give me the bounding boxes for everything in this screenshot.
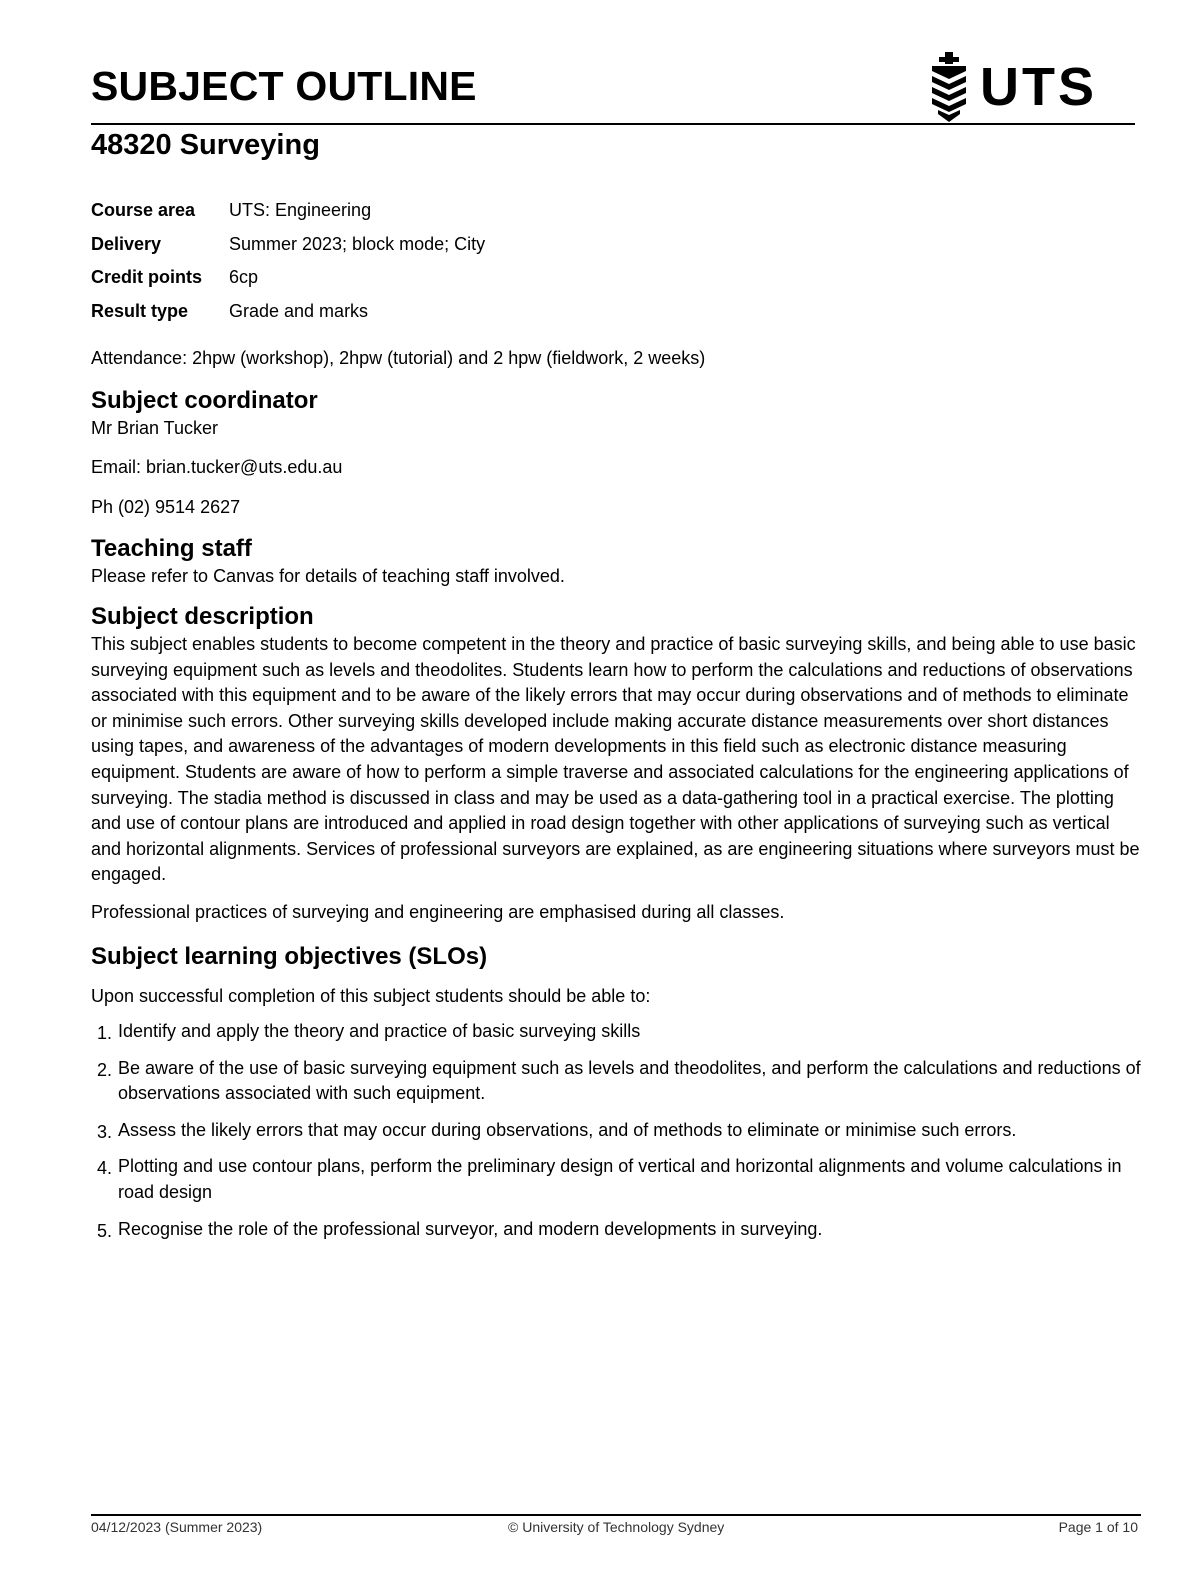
meta-value: Grade and marks (229, 300, 369, 321)
footer-divider (91, 1514, 1141, 1516)
description-paragraph: This subject enables students to become competent in the theory and practice of basic surveying skills, and being able to use basic surveying equipment such as levels and theodolites. Students learn how to perform the calculations and reductions of observations associated with this equipment and to be aware of the likely errors that may occur during observations and of methods to eliminate or minimise such errors. Other surveying skills developed include making accurate distance measurements over short distances using tapes, and awareness of the advantages of modern developments in this field such as electronic distance measuring equipment. Students are aware of how to perform a simple traverse and associated calculations for the engineering applications of surveying. The stadia method is discussed in class and may be used as a data-gathering tool in a practical exercise. The plotting and use of contour plans are introduced and applied in road design together with other applications of surveying such as vertical and horizontal alignments. Services of professional surveyors are explained, as are engineering situations where surveyors must be engaged. (91, 633, 1140, 885)
main-content (91, 346, 1141, 1253)
meta-row (91, 228, 485, 262)
slos-list (91, 1019, 1141, 1242)
coordinator-name: Mr Brian Tucker (91, 417, 219, 438)
footer-copyright: © University of Technology Sydney (508, 1519, 725, 1535)
meta-row (91, 261, 485, 295)
teaching-staff-text: Please refer to Canvas for details of teaching staff involved. (91, 566, 565, 587)
list-item (91, 1217, 1141, 1243)
meta-label: Result type (91, 300, 189, 321)
subject-title: 48320 Surveying (91, 129, 320, 161)
list-number: 5. (97, 1220, 113, 1241)
footer-date: 04/12/2023 (Summer 2023) (91, 1519, 263, 1535)
list-item (91, 1118, 1141, 1144)
list-item-text: Assess the likely errors that may occur during observations, and of methods to eliminate or minimise such errors. (118, 1119, 1017, 1140)
list-item-text: Plotting and use contour plans, perform the preliminary design of vertical and horizontal alignments and volume calculations in road design (118, 1156, 1122, 1203)
footer-page-number: Page 1 of 10 (1058, 1519, 1138, 1535)
meta-label: Credit points (91, 267, 202, 288)
header-divider (91, 123, 1135, 125)
meta-label: Course area (91, 200, 196, 221)
coordinator-email: Email: brian.tucker@uts.edu.au (91, 457, 343, 478)
uts-emblem-icon (928, 52, 970, 122)
list-item-text: Be aware of the use of basic surveying equipment such as levels and theodolites, and perform the calculations and reductions of observations associated with such equipment. (118, 1057, 1141, 1104)
logo-wordmark: UTS (980, 57, 1097, 117)
teaching-staff-heading: Teaching staff (91, 535, 252, 563)
document-title: SUBJECT OUTLINE (91, 63, 477, 109)
list-number: 3. (97, 1121, 113, 1142)
list-number: 4. (97, 1158, 113, 1179)
meta-value: UTS: Engineering (229, 200, 372, 221)
list-item-text: Identify and apply the theory and practice of basic surveying skills (118, 1021, 641, 1042)
coordinator-phone: Ph (02) 9514 2627 (91, 496, 241, 517)
meta-label: Delivery (91, 233, 162, 254)
meta-row (91, 295, 485, 329)
meta-row (91, 194, 485, 228)
list-item (91, 1019, 1141, 1045)
uts-logo (928, 52, 1097, 122)
list-item-text: Recognise the role of the professional surveyor, and modern developments in surveying. (118, 1218, 823, 1239)
list-item (91, 1056, 1141, 1107)
attendance-text: Attendance: 2hpw (workshop), 2hpw (tutorial) and 2 hpw (fieldwork, 2 weeks) (91, 348, 706, 368)
description-heading: Subject description (91, 602, 314, 630)
slos-heading: Subject learning objectives (SLOs) (91, 942, 488, 970)
subject-meta-table (91, 194, 485, 328)
slos-intro: Upon successful completion of this subject students should be able to: (91, 985, 651, 1006)
description-paragraph: Professional practices of surveying and engineering are emphasised during all classes. (91, 901, 785, 922)
list-item (91, 1154, 1141, 1205)
meta-value: Summer 2023; block mode; City (229, 233, 486, 254)
list-number: 1. (97, 1023, 113, 1044)
meta-value: 6cp (229, 267, 259, 288)
list-number: 2. (97, 1059, 113, 1080)
coordinator-heading: Subject coordinator (91, 386, 318, 414)
